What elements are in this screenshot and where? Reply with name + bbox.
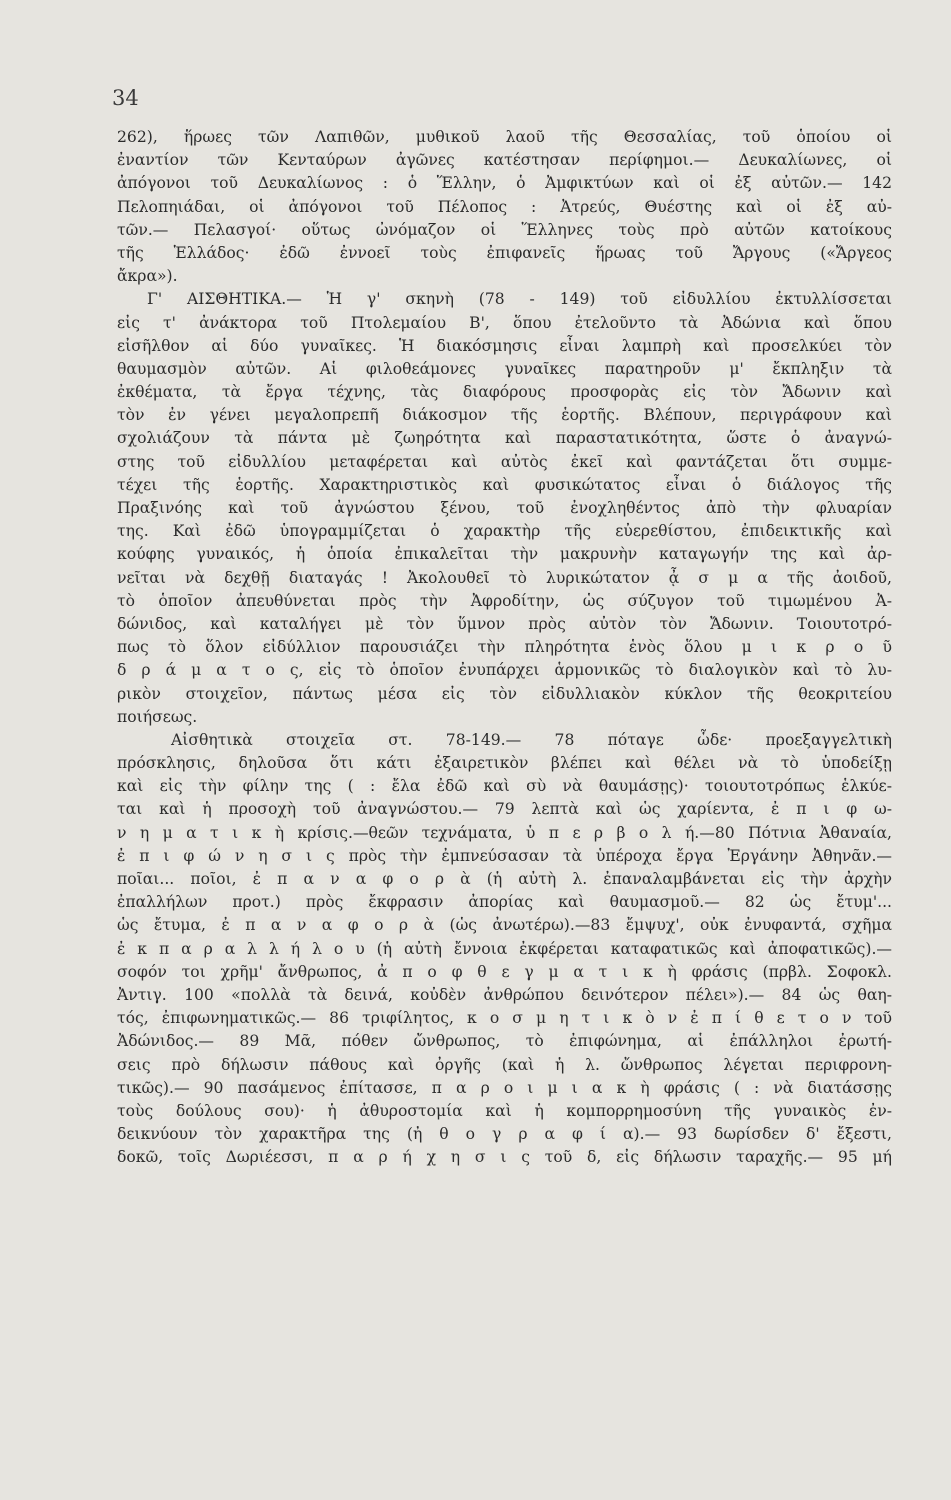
text-line: πρόσκλησις, δηλοῦσα ὅτι κάτι ἐξαιρετικὸν βλέπει καὶ θέλει νὰ τὸ ὑποδείξῃ [117,754,892,773]
text-line: σεις πρὸ δήλωσιν πάθους καὶ ὀργῆς (καὶ ἡ λ. ὤνθρωπος λέγεται περιφρονη- [117,1055,892,1074]
text-line: Πραξινόης καὶ τοῦ ἀγνώστου ξένου, τοῦ ἐνοχληθέντος ἀπὸ τὴν φλυαρίαν [117,499,892,517]
text-line: θαυμασμὸν αὐτῶν. Αἱ φιλοθεάμονες γυναῖκες παρατηροῦν μ' ἔκπληξιν τὰ [117,359,892,378]
text-line: ται καὶ ἡ προσοχὴ τοῦ ἀναγνώστου.— 79 λεπτὰ καὶ ὡς χαρίεντα, ἐ π ι φ ω- [117,800,892,819]
text-line: Ἀδώνιδος.— 89 Μᾶ, πόθεν ὤνθρωπος, τὸ ἐπιφώνημα, αἱ ἐπάλληλοι ἐρωτή- [117,1032,892,1051]
text-line: ἐκθέματα, τὰ ἔργα τέχνης, τὰς διαφόρους προσφορὰς εἰς τὸν Ἄδωνιν καὶ [117,383,892,402]
text-line: δώνιδος, καὶ καταλήγει μὲ τὸν ὕμνον πρὸς αὐτὸν τὸν Ἄδωνιν. Τοιουτοτρό- [117,614,892,633]
text-line: εἰς τ' ἀνάκτορα τοῦ Πτολεμαίου Β', ὅπου ἐτελοῦντο τὰ Ἀδώνια καὶ ὅπου [117,313,892,332]
subsection-heading-line: Αἰσθητικὰ στοιχεῖα στ. 78-149.— 78 πόταγε ὧδε· προεξαγγελτικὴ [171,730,892,749]
text-line: ν η μ α τ ι κ ὴ κρίσις.—θεῶν τεχνάματα, ὑ π ε ρ β ο λ ή.—80 Πότνια Ἀθαναία, [117,823,892,842]
text-line: ἐπαλλήλων προτ.) πρὸς ἔκφρασιν ἀπορίας καὶ θαυμασμοῦ.— 82 ὡς ἔτυμ'... [117,893,892,912]
text-line: ἐ κ π α ρ α λ λ ή λ ο υ (ἡ αὐτὴ ἔννοια ἐκφέρεται καταφατικῶς καὶ ἀποφατικῶς).— [117,939,892,958]
text-line: εἰσῆλθον αἱ δύο γυναῖκες. Ἡ διακόσμησις εἶναι λαμπρὴ καὶ προσελκύει τὸν [117,336,892,355]
text-line: Πελοπηιάδαι, οἱ ἀπόγονοι τοῦ Πέλοπος : Ἀτρεύς, Θυέστης καὶ οἱ ἐξ αὐ- [117,197,892,216]
text-line: ποιήσεως. [117,707,198,726]
text-line: νεῖται νὰ δεχθῇ διαταγάς ! Ἀκολουθεῖ τὸ λυρικώτατον ᾆ σ μ α τῆς ἀοιδοῦ, [117,568,892,587]
text-line: 262), ἥρωες τῶν Λαπιθῶν, μυθικοῦ λαοῦ τῆς Θεσσαλίας, τοῦ ὁποίου οἱ [117,128,892,146]
text-line: δεικνύουν τὸν χαρακτῆρα της (ἠ θ ο γ ρ α φ ί α).— 93 δωρίσδεν δ' ἔξεστι, [117,1125,892,1144]
text-line: καὶ εἰς τὴν φίλην της ( : ἔλα ἐδῶ καὶ σὺ νὰ θαυμάσῃς)· τοιουτοτρόπως ἑλκύε- [117,777,892,796]
text-line: ὡς ἔτυμα, ἐ π α ν α φ ο ρ ὰ (ὡς ἀνωτέρω).—83 ἔμψυχ', οὐκ ἐνυφαντά, σχῆμα [117,916,892,935]
text-line: ἀπόγονοι τοῦ Δευκαλίωνος : ὁ Ἕλλην, ὁ Ἀμφικτύων καὶ οἱ ἐξ αὐτῶν.— 142 [117,174,892,193]
text-line: τός, ἐπιφωνηματικῶς.— 86 τριφίλητος, κ ο σ μ η τ ι κ ὸ ν ἐ π ί θ ε τ ο ν τοῦ [117,1009,892,1028]
text-line: της. Καὶ ἐδῶ ὑπογραμμίζεται ὁ χαρακτὴρ τῆς εὐερεθίστου, ἐπιδεικτικῆς καὶ [117,522,892,541]
text-line: πως τὸ ὅλον εἰδύλλιον παρουσιάζει τὴν πληρότητα ἑνὸς ὅλου μ ι κ ρ ο ῦ [117,638,892,657]
section-heading-line: Γ' ΑΙΣΘΗΤΙΚΑ.— Ἡ γ' σκηνὴ (78 - 149) τοῦ εἰδυλλίου ἐκτυλλίσσεται [147,290,892,309]
text-line: σχολιάζουν τὰ πάντα μὲ ζωηρότητα καὶ παραστατικότητα, ὥστε ὁ ἀναγνώ- [117,429,892,448]
text-line: ποῖαι... ποῖοι, ἐ π α ν α φ ο ρ ὰ (ἡ αὐτὴ λ. ἐπαναλαμβάνεται εἰς τὴν ἀρχὴν [117,870,892,888]
text-line: τῶν.— Πελασγοί· οὕτως ὠνόμαζον οἱ Ἕλληνες τοὺς πρὸ αὐτῶν κατοίκους [117,220,892,239]
text-line: τικῶς).— 90 πασάμενος ἐπίτασσε, π α ρ ο ι μ ι α κ ὴ φράσις ( : νὰ διατάσσῃς [117,1078,892,1097]
text-line: ἐναντίον τῶν Κενταύρων ἀγῶνες κατέστησαν περίφημοι.— Δευκαλίωνες, οἱ [117,151,892,170]
page-number: 34 [112,86,139,110]
text-line: τῆς Ἑλλάδος· ἐδῶ ἐννοεῖ τοὺς ἐπιφανεῖς ἥρωας τοῦ Ἄργους («Ἄργεος [117,243,892,262]
text-line: τὸ ὁποῖον ἀπευθύνεται πρὸς τὴν Ἀφροδίτην, ὡς σύζυγον τοῦ τιμωμένου Ἀ- [117,591,892,610]
text-line: σοφόν τοι χρῆμ' ἄνθρωπος, ἀ π ο φ θ ε γ μ α τ ι κ ὴ φράσις (πρβλ. Σοφοκλ. [117,962,892,981]
text-line: ρικὸν στοιχεῖον, πάντως μέσα εἰς τὸν εἰδυλλιακὸν κύκλον τῆς θεοκριτείου [117,684,892,703]
body-text [117,126,892,1169]
text-line: Ἀντιγ. 100 «πολλὰ τὰ δεινά, κοὐδὲν ἀνθρώπου δεινότερον πέλει»).— 84 ὡς θαη- [117,985,892,1004]
text-line: στης τοῦ εἰδυλλίου μεταφέρεται καὶ αὐτὸς ἐκεῖ καὶ φαντάζεται ὅτι συμμε- [117,452,892,471]
text-line: δοκῶ, τοῖς Δωριέεσσι, π α ρ ή χ η σ ι ς τοῦ δ, εἰς δήλωσιν ταραχῆς.— 95 μή [117,1148,892,1167]
text-line: ἐ π ι φ ώ ν η σ ι ς πρὸς τὴν ἐμπνεύσασαν τὰ ὑπέροχα ἔργα Ἐργάνην Ἀθηνᾶν.— [117,846,892,865]
text-line: κούφης γυναικός, ἡ ὁποία ἐπικαλεῖται τὴν μακρυνὴν καταγωγήν της καὶ ἀρ- [117,545,892,564]
text-line: τέχει τῆς ἑορτῆς. Χαρακτηριστικὸς καὶ φυσικώτατος εἶναι ὁ διάλογος τῆς [117,475,892,494]
text-line: τοὺς δούλους σου)· ἡ ἀθυροστομία καὶ ἡ κομπορρημοσύνη τῆς γυναικὸς ἐν- [117,1101,892,1120]
text-line: τὸν ἐν γένει μεγαλοπρεπῆ διάκοσμον τῆς ἑορτῆς. Βλέπουν, περιγράφουν καὶ [117,406,892,425]
text-line: ἄκρα»). [117,267,178,286]
text-line: δ ρ ά μ α τ ο ς, εἰς τὸ ὁποῖον ἐνυπάρχει ἁρμονικῶς τὸ διαλογικὸν καὶ τὸ λυ- [117,661,892,680]
